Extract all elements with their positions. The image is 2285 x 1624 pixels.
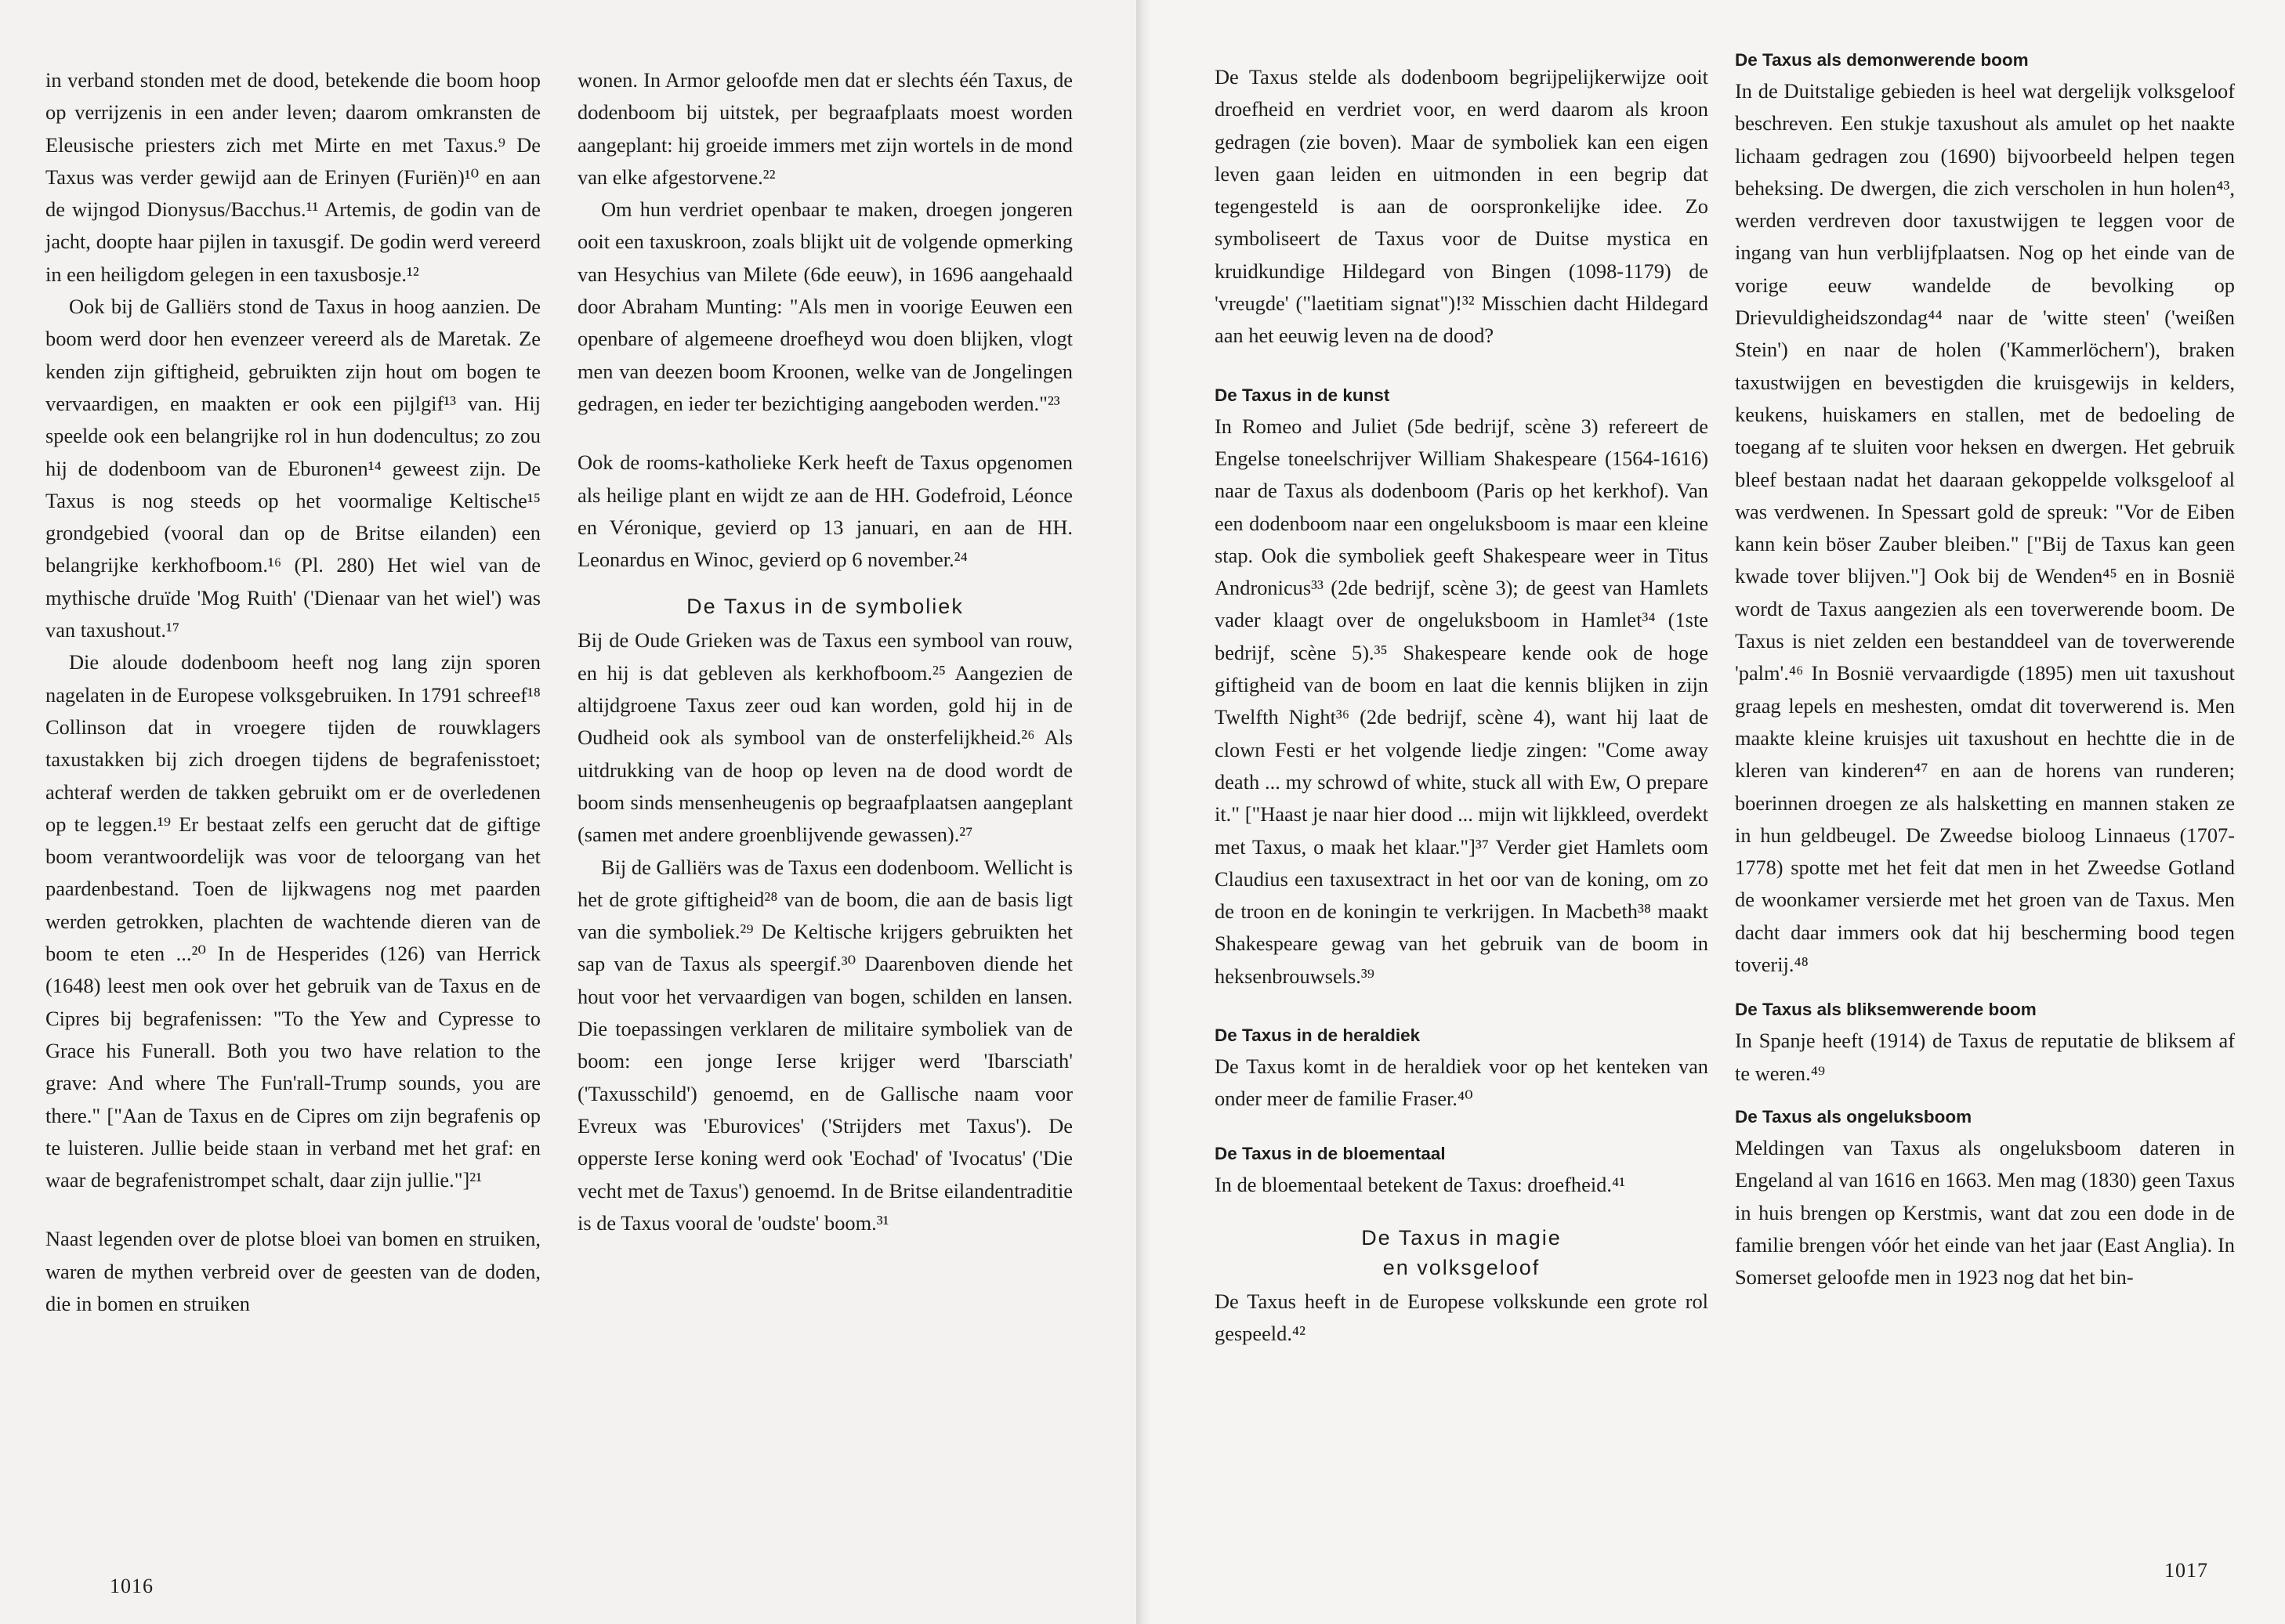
paragraph: Om hun verdriet openbaar te maken, droegen jongeren ooit een taxuskroon, zoals blijkt uit de volgende opmerking van Hesychius van Milete (6de eeuw), in 1696 aangehaald door Abraham Munting: "Als men in voorige Eeuwen een openbare of algemeene droefheyd wou doen blijken, vlogt men van deezen boom Kroonen, welke van de Jongelingen gedragen, en ieder ter bezichtiging aangeboden werden."²³ bbox=[578, 197, 1073, 415]
subhead-ongeluksboom: De Taxus als ongeluksboom bbox=[1735, 1106, 1972, 1127]
paragraph: De Taxus komt in de heraldiek voor op het kenteken van onder meer de familie Fraser.⁴⁰ bbox=[1215, 1054, 1708, 1111]
paragraph: Ook de rooms-katholieke Kerk heeft de Taxus opgenomen als heilige plant en wijdt ze aan de HH. Godefroid, Léonce en Véronique, gevierd op 13 januari, en aan de HH. Leonardus en Winoc, gevierd op 6 november.²⁴ bbox=[578, 450, 1073, 572]
subhead-heraldiek: De Taxus in de heraldiek bbox=[1215, 1025, 1421, 1046]
paragraph: De Taxus heeft in de Europese volkskunde een grote rol gespeeld.⁴² bbox=[1215, 1289, 1708, 1346]
paragraph: wonen. In Armor geloofde men dat er slechts één Taxus, de dodenboom bij uitstek, per begraafplaats moest worden aangeplant: hij groeide immers met zijn wortels in de mond van elke afgestorvene.²² bbox=[578, 68, 1073, 189]
paragraph: Bij de Oude Grieken was de Taxus een symbool van rouw, en hij is dat gebleven als kerkhofboom.²⁵ Aangezien de altijdgroene Taxus zeer oud kan worden, gold hij in de Oudheid ook als symbool van de onsterfelijkheid.²⁶ Als uitdrukking van de hoop op leven na de dood wordt de boom sinds mensenheugenis op begraafplaatsen aangeplant (samen met andere groenblijvende gewassen).²⁷ bbox=[578, 628, 1073, 847]
paragraph: In Romeo and Juliet (5de bedrijf, scène 3) refereert de Engelse toneelschrijver William Shakespeare (1564-1616) naar de Taxus als dodenboom (Paris op het kerkhof). Van een dodenboom naar een ongeluksboom is maar een kleine stap. Ook die symboliek geeft Shakespeare weer in Titus Andronicus³³ (2de bedrijf, scène 3); de geest van Hamlets vader klaagt over de ongeluksboom in Hamlet³⁴ (1ste bedrijf, scène 5).³⁵ Shakespeare kende ook de hoge giftigheid van de boom en laat die kennis blijken in zijn Twelfth Night³⁶ (2de bedrijf, scène 4), want hij laat de clown Festi er het volgende liedje zingen: "Come away death ... my schrowd of white, stuck all with Ew, O prepare it." ["Haast je naar hier dood ... mijn wit lijkkleed, overdekt met Taxus, o maak het klaar."]³⁷ Verder giet Hamlets oom Claudius een taxusextract in het oor van de koning, om zo de troon en de koningin te verkrijgen. In Macbeth³⁸ maakt Shakespeare gewag van het gebruik van de boom in heksenbrouwsels.³⁹ bbox=[1215, 414, 1708, 988]
right-column-1 bbox=[1215, 61, 1708, 1351]
paragraph: Ook bij de Galliërs stond de Taxus in hoog aanzien. De boom werd door hen evenzeer vereerd als de Maretak. Ze kenden zijn giftigheid, gebruikten zijn hout om bogen te vervaardigen, en maakten er ook een pijlgif¹³ van. Hij speelde ook een belangrijke rol in hun dodencultus; zo zou hij de dodenboom van de Eburonen¹⁴ geweest zijn. De Taxus is nog steeds op het voormalige Keltische¹⁵ grondgebied (vooral dan op de Britse eilanden) een belangrijke kerkhofboom.¹⁶ (Pl. 280) Het wiel van de mythische druïde 'Mog Ruith' ('Dienaar van het wiel') was van taxushout.¹⁷ bbox=[45, 295, 541, 642]
section-title-magie-line1: De Taxus in magie bbox=[1361, 1225, 1562, 1250]
paragraph: In de bloementaal betekent de Taxus: droefheid.⁴¹ bbox=[1215, 1172, 1626, 1196]
left-column-1 bbox=[45, 64, 541, 1320]
page-number-left: 1016 bbox=[110, 1575, 154, 1597]
page-number-right: 1017 bbox=[2164, 1559, 2208, 1582]
left-column-2 bbox=[578, 64, 1073, 1239]
left-page bbox=[0, 0, 1136, 1624]
right-column-2 bbox=[1735, 49, 2235, 1293]
section-title-magie-line2: en volksgeloof bbox=[1382, 1255, 1541, 1279]
subhead-bliksemwerend: De Taxus als bliksemwerende boom bbox=[1735, 1000, 2037, 1020]
paragraph: In de Duitstalige gebieden is heel wat dergelijk volksgeloof beschreven. Een stukje taxushout als amulet op het naakte lichaam gedragen zou (1690) bijvoorbeeld helpen tegen beheksing. De dwergen, die zich verscholen in hun holen⁴³, werden verdreven door taxustwijgen te leggen voor de ingang van hun verblijfplaatsen. Nog op het einde van de vorige eeuw wandelde de bevolking op Drievuldigheidszondag⁴⁴ naar de 'witte steen' ('weißen Stein') en naar de holen ('Kammerlöchern'), braken taxustwijgen en bevestigden die kruisgewijs in kelders, keukens, huiskamers en stallen, met de bedoeling de toegang af te sluiten voor heksen en dwergen. Het gebruik bleef bestaan nadat het daaraan gekoppelde volksgeloof al was verdwenen. In Spessart gold de spreuk: "Vor de Eiben kann kein böser Zauber bleiben." ["Bij de Taxus kan geen kwade tover blijven."] Ook bij de Wenden⁴⁵ en in Bosnië wordt de Taxus aangezien als een toverwerende boom. De Taxus is niet zelden een bestanddeel van de toverwerende 'palm'.⁴⁶ In Bosnië vervaardigde (1895) men uit taxushout graag lepels en meshesten, omdat dit toverwerend is. Men maakte kleine kruisjes uit taxushout en hechtte die in de kleren van kinderen⁴⁷ en aan de horens van runderen; boerinnen droegen ze als halsketting en mannen staken ze in hun geldbeugel. De Zweedse bioloog Linnaeus (1707-1778) spotte met het feit dat men in het Zweedse Gotland de woonkamer versierde met het groen van de Taxus. Men dacht daar immers ook dat hij bescherming bood tegen toverij.⁴⁸ bbox=[1735, 79, 2235, 977]
subhead-demonwerend: De Taxus als demonwerende boom bbox=[1735, 50, 2029, 70]
section-title-symboliek: De Taxus in de symboliek bbox=[686, 595, 964, 619]
paragraph: Die aloude dodenboom heeft nog lang zijn sporen nagelaten in de Europese volksgebruiken. In 1791 schreef¹⁸ Collinson dat in vroegere tijden de rouwklagers taxustakken bij zich droegen tijdens de begrafenisstoet; achteraf werden de takken gebruikt om er de overledenen op te leggen.¹⁹ Er bestaat zelfs een gerucht dat de giftige boom verantwoordelijk was voor de teloorgang van het paardenbestand. Toen de lijkwagens nog met paarden werden getrokken, plachten de wachtende dieren van de boom te eten ...²⁰ In de Hesperides (126) van Herrick (1648) leest men ook over het gebruik van de Taxus en de Cipres bij begrafenissen: "To the Yew and Cypresse to Grace his Funerall. Both you two have relation to the grave: And where The Fun'rall-Trump sounds, you are there." ["Aan de Taxus en de Cipres om zijn begrafenis op te luisteren. Jullie beide staan in verband met het graf: en waar de begrafenistrompet schalt, daar zijn jullie."]²¹ bbox=[45, 650, 541, 1192]
paragraph: Meldingen van Taxus als ongeluksboom dateren in Engeland al van 1616 en 1663. Men mag (1830) geen Taxus in huis brengen op Kerstmis, want dat zou een dode in de familie brengen vóór het einde van het jaar (East Anglia). In Somerset geloofde men in 1923 nog dat het bin- bbox=[1735, 1135, 2235, 1289]
paragraph: in verband stonden met de dood, betekende die boom hoop op verrijzenis in een ander leven; daarom omkransten de Eleusische priesters zich met Mirte en met Taxus.⁹ De Taxus was verder gewijd aan de Erinyen (Furiën)¹⁰ en aan de wijngod Dionysus/Bacchus.¹¹ Artemis, de godin van de jacht, doopte haar pijlen in taxusgif. De godin werd vereerd in een heiligdom gelegen in een taxusbosje.¹² bbox=[45, 68, 541, 286]
paragraph: In Spanje heeft (1914) de Taxus de reputatie de bliksem af te weren.⁴⁹ bbox=[1735, 1029, 2235, 1085]
subhead-bloementaal: De Taxus in de bloementaal bbox=[1215, 1143, 1446, 1163]
book-gutter bbox=[1136, 0, 1149, 1624]
paragraph: Bij de Galliërs was de Taxus een dodenboom. Wellicht is het de grote giftigheid²⁸ van de boom, die aan de basis ligt van die symboliek.²⁹ De Keltische krijgers gebruikten het sap van de Taxus als speergif.³⁰ Daarenboven diende het hout voor het vervaardigen van bogen, schilden en lansen. Die toepassingen verklaren de militaire symboliek van de boom: een jonge Ierse krijger werd 'Ibarsciath' ('Taxusschild') genoemd, en de Gallische naam voor Evreux was 'Eburovices' ('Strijders met Taxus'). De opperste Ierse koning werd ook 'Eochad' of 'Ivocatus' ('Die vecht met de Taxus') genoemd. In de Britse eilandentraditie is de Taxus vooral de 'oudste' boom.³¹ bbox=[578, 855, 1073, 1235]
paragraph: Naast legenden over de plotse bloei van bomen en struiken, waren de mythen verbreid over de geesten van de doden, die in bomen en struiken bbox=[45, 1227, 541, 1315]
right-page bbox=[1149, 0, 2285, 1624]
paragraph: De Taxus stelde als dodenboom begrijpelijkerwijze ooit droefheid en verdriet voor, en werd daarom als kroon gedragen (zie boven). Maar de symboliek kan een eigen leven gaan leiden en uitmonden in een begrip dat tegengesteld is aan de oorspronkelijke idee. Zo symboliseert de Taxus voor de Duitse mystica en kruidkundige Hildegard von Bingen (1098-1179) de 'vreugde' ("laetitiam signat")!³² Misschien dacht Hildegard aan het eeuwig leven na de dood? bbox=[1215, 65, 1708, 348]
subhead-kunst: De Taxus in de kunst bbox=[1215, 385, 1390, 405]
